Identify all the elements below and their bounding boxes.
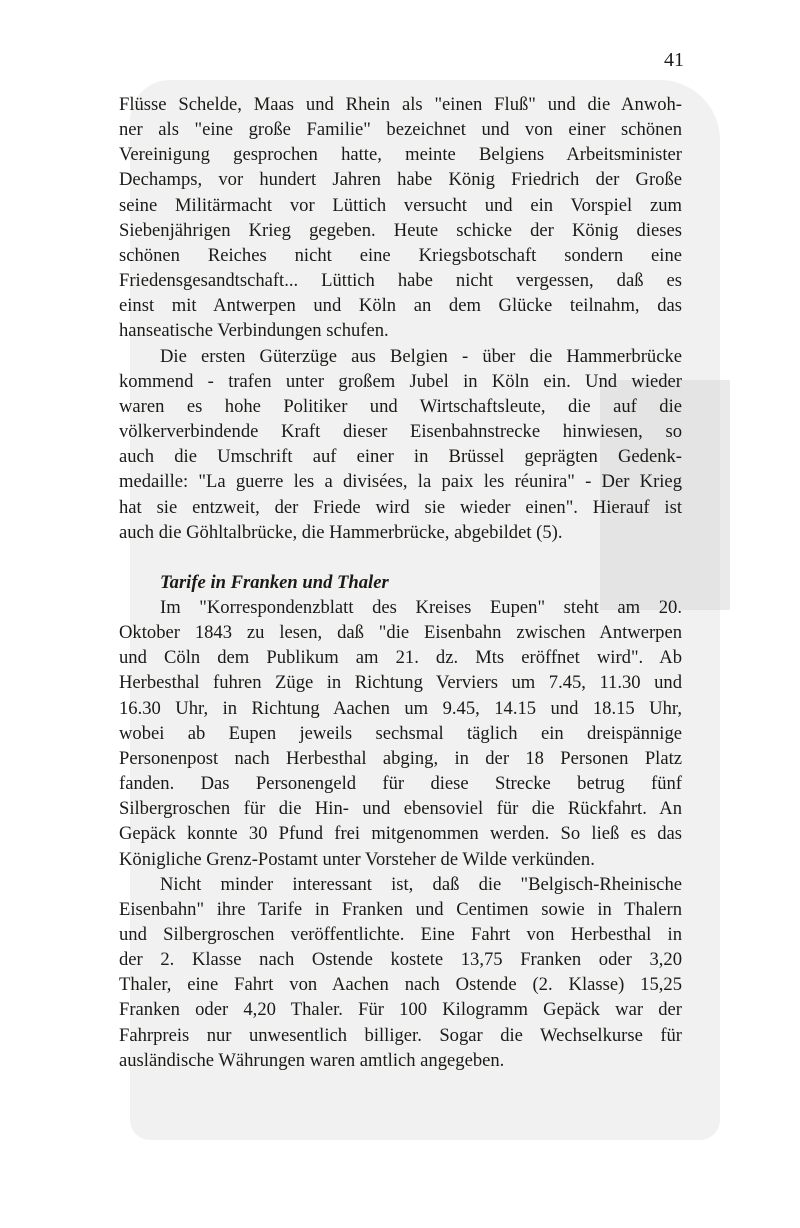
text-line: ausländische Währungen waren amtlich angegeben. — [119, 1049, 505, 1071]
text-line: Fahrpreis nur unwesentlich billiger. Sogar die Wechselkurse für — [119, 1024, 682, 1046]
text-line: und Cöln dem Publikum am 21. dz. Mts eröffnet wird". Ab — [119, 647, 682, 669]
text-line: Silbergroschen für die Hin- und ebensoviel für die Rückfahrt. An — [119, 798, 682, 820]
text-line: Siebenjährigen Krieg gegeben. Heute schicke der König dieses — [119, 219, 682, 241]
text-line: Eisenbahn" ihre Tarife in Franken und Centimen sowie in Thalern — [119, 898, 682, 920]
text-line: Herbesthal fuhren Züge in Richtung Verviers um 7.45, 11.30 und — [119, 672, 682, 694]
text-line: 16.30 Uhr, in Richtung Aachen um 9.45, 14.15 und 18.15 Uhr, — [119, 697, 682, 719]
paragraph-2 — [119, 344, 682, 545]
body-text — [119, 92, 682, 1073]
text-line: Nicht minder interessant ist, daß die "Belgisch-Rheinische — [160, 873, 682, 895]
text-line: Im "Korrespondenzblatt des Kreises Eupen" steht am 20. — [160, 596, 682, 618]
text-line: Königliche Grenz-Postamt unter Vorsteher de Wilde verkünden. — [119, 848, 595, 870]
text-line: seine Militärmacht vor Lüttich versucht und ein Vorspiel zum — [119, 194, 682, 216]
text-line: Vereinigung gesprochen hatte, meinte Belgiens Arbeitsminister — [119, 144, 682, 166]
paragraph-4 — [119, 872, 682, 1073]
text-line: einst mit Antwerpen und Köln an dem Glücke teilnahm, das — [119, 295, 682, 317]
text-line: fanden. Das Personengeld für diese Strecke betrug fünf — [119, 773, 682, 795]
text-line: Personenpost nach Herbesthal abging, in der 18 Personen Platz — [119, 747, 682, 769]
text-line: Oktober 1843 zu lesen, daß "die Eisenbahn zwischen Antwerpen — [119, 622, 682, 644]
section-heading: Tarife in Franken und Thaler — [160, 571, 389, 593]
text-line: schönen Reiches nicht eine Kriegsbotschaft sondern eine — [119, 244, 682, 266]
text-line: hat sie entzweit, der Friede wird sie wieder einen". Hierauf ist — [119, 496, 682, 518]
page-number: 41 — [664, 49, 684, 71]
text-line: völkerverbindende Kraft dieser Eisenbahnstrecke hinwiesen, so — [119, 421, 682, 443]
text-line: Franken oder 4,20 Thaler. Für 100 Kilogramm Gepäck war der — [119, 999, 682, 1021]
text-line: Friedensgesandtschaft... Lüttich habe nicht vergessen, daß es — [119, 270, 682, 292]
paragraph-3 — [119, 595, 682, 872]
text-line: und Silbergroschen veröffentlichte. Eine Fahrt von Herbesthal in — [119, 924, 682, 945]
text-line: auch die Umschrift auf einer in Brüssel geprägten Gedenk- — [119, 446, 682, 468]
text-line: auch die Göhltalbrücke, die Hammerbrücke, abgebildet (5). — [119, 521, 563, 543]
text-line: Dechamps, vor hundert Jahren habe König Friedrich der Große — [119, 169, 682, 191]
text-line: waren es hohe Politiker und Wirtschaftsleute, die auf die — [119, 395, 682, 417]
text-line: Thaler, eine Fahrt von Aachen nach Ostende (2. Klasse) 15,25 — [119, 974, 682, 996]
text-line: Die ersten Güterzüge aus Belgien - über die Hammerbrücke — [160, 345, 682, 367]
text-line: medaille: "La guerre les a divisées, la paix les réunira" - Der Krieg — [119, 471, 682, 493]
text-line: hanseatische Verbindungen schufen. — [119, 320, 389, 342]
text-line: ner als "eine große Familie" bezeichnet und von einer schönen — [119, 119, 682, 141]
paragraph-1 — [119, 92, 682, 344]
text-line: Flüsse Schelde, Maas und Rhein als "einen Fluß" und die Anwoh- — [119, 94, 682, 115]
text-line: kommend - trafen unter großem Jubel in Köln ein. Und wieder — [119, 370, 682, 392]
text-line: der 2. Klasse nach Ostende kostete 13,75 Franken oder 3,20 — [119, 949, 682, 971]
text-line: wobei ab Eupen jeweils sechsmal täglich ein dreispännige — [119, 722, 682, 744]
text-line: Gepäck konnte 30 Pfund frei mitgenommen werden. So ließ es das — [119, 823, 682, 845]
